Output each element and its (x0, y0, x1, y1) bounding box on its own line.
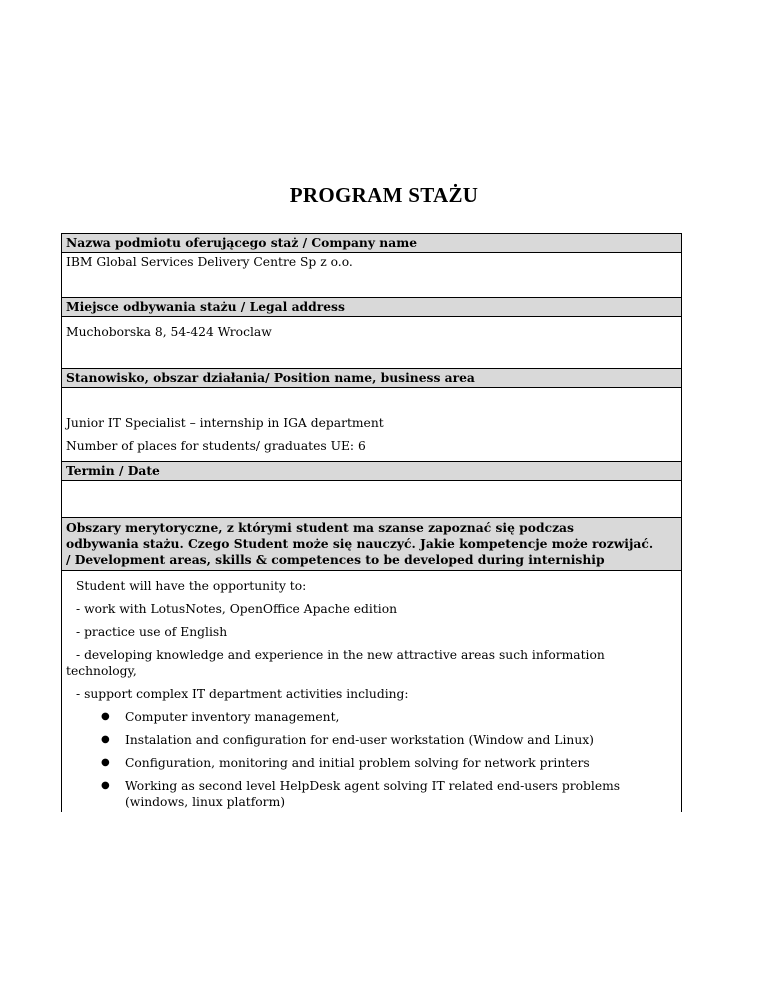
bullet-text: Configuration, monitoring and initial problem solving for network printers (125, 756, 590, 770)
development-areas-line-2: odbywania stażu. Czego Student może się nauczyć. Jakie kompetencje może rozwijać. (66, 536, 654, 551)
legal-address-text: Muchoborska 8, 54-424 Wroclaw (66, 325, 272, 339)
bullet-item (101, 732, 677, 748)
activities-list (66, 709, 677, 810)
list-item: - support complex IT department activities including: (76, 687, 409, 701)
bullet-text: Instalation and configuration for end-user workstation (Window and Linux) (125, 733, 594, 747)
date-value (62, 481, 681, 517)
list-item: - developing knowledge and experience in the new attractive areas such information (76, 648, 605, 662)
development-areas-header (62, 517, 681, 571)
legal-address-value (62, 317, 681, 368)
date-header: Termin / Date (62, 461, 681, 481)
bullet-text-continuation: (windows, linux platform) (125, 795, 286, 809)
legal-address-header: Miejsce odbywania stażu / Legal address (62, 297, 681, 317)
document-title: PROGRAM STAŻU (289, 183, 479, 207)
bullet-item (101, 755, 677, 771)
bullet-item (101, 709, 677, 725)
bullet-icon: ● (101, 780, 110, 791)
position-header: Stanowisko, obszar działania/ Position name, business area (62, 368, 681, 388)
development-areas-line-1: Obszary merytoryczne, z którymi student ma szanse zapoznać się podczas (66, 520, 574, 535)
list-item-continuation: technology, (66, 664, 137, 678)
company-name-text: IBM Global Services Delivery Centre Sp z o.o. (66, 255, 353, 269)
position-text: Junior IT Specialist – internship in IGA department (66, 416, 384, 430)
company-name-value (62, 253, 681, 297)
bullet-text: Computer inventory management, (125, 710, 340, 724)
intro-text: Student will have the opportunity to: (76, 579, 307, 593)
bullet-icon: ● (101, 734, 110, 745)
development-areas-line-3: / Development areas, skills & competences to be developed during interniship (66, 552, 605, 567)
bullet-icon: ● (101, 757, 110, 768)
development-areas-value (62, 571, 681, 812)
places-text: Number of places for students/ graduates UE: 6 (66, 439, 366, 453)
bullet-text: Working as second level HelpDesk agent solving IT related end-users problems (125, 779, 621, 793)
position-value (62, 388, 681, 461)
company-name-header: Nazwa podmiotu oferującego staż / Company name (62, 233, 681, 253)
list-item: - practice use of English (76, 625, 228, 639)
bullet-item (101, 778, 677, 810)
list-item: - work with LotusNotes, OpenOffice Apache edition (76, 602, 398, 616)
internship-table (61, 233, 682, 812)
bullet-icon: ● (101, 711, 110, 722)
